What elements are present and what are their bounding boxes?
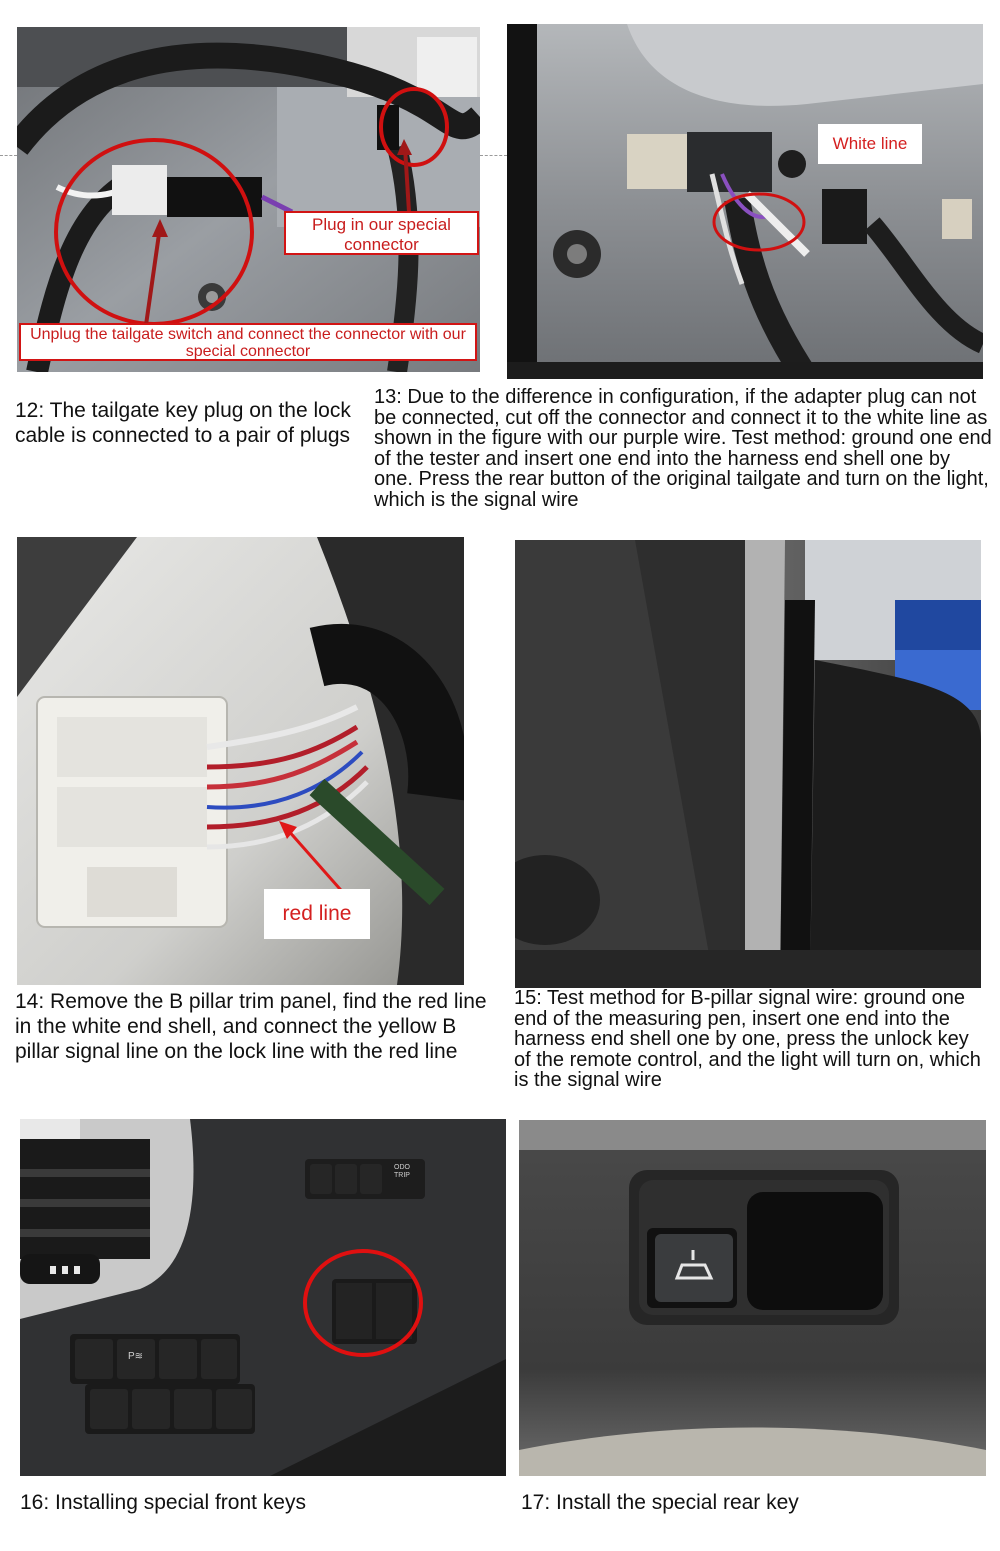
caption-step-13: 13: Due to the difference in configuration, if the adapter plug can not be connected, cut off the connector and connect it to the white line as shown in the figure with our purple wire. Test method: ground one end of the tester and insert one end into the harness end shell one by one. Press the rear button of the original tailgate and turn on the light, which is the signal wire xyxy=(374,386,992,511)
callout-unplug-tailgate-switch: Unplug the tailgate switch and connect the connector with our special connector xyxy=(19,323,477,361)
b-pillar-connector-photo xyxy=(17,537,464,985)
label-white-line: White line xyxy=(818,124,922,164)
tailgate-harness-photo xyxy=(17,27,480,372)
parking-button-label: P≋ xyxy=(128,1351,144,1362)
b-pillar-interior-photo xyxy=(515,540,981,988)
photo-step-12 xyxy=(17,27,480,372)
odo-trip-button-label: ODO TRIP xyxy=(394,1164,410,1179)
caption-step-12: 12: The tailgate key plug on the lock cable is connected to a pair of plugs xyxy=(15,399,351,447)
caption-step-17: 17: Install the special rear key xyxy=(521,1491,799,1514)
photo-step-13 xyxy=(507,24,983,379)
white-line-connector-photo xyxy=(507,24,983,379)
rear-key-tailgate-photo xyxy=(519,1120,986,1476)
photo-step-14 xyxy=(17,537,464,985)
callout-plug-in-connector: Plug in our special connector xyxy=(284,211,479,255)
photo-step-17 xyxy=(519,1120,986,1476)
photo-step-15 xyxy=(515,540,981,988)
guide-line-middle xyxy=(480,155,507,156)
caption-step-15: 15: Test method for B-pillar signal wire: ground one end of the measuring pen, insert one end into the harness end shell one by one, press the unlock key of the remote control, and the light will turn on, which is the signal wire xyxy=(514,987,981,1091)
label-red-line: red line xyxy=(264,889,370,939)
caption-step-16: 16: Installing special front keys xyxy=(20,1491,306,1514)
caption-step-14: 14: Remove the B pillar trim panel, find the red line in the white end shell, and connect the yellow B pillar signal line on the lock line with the red line xyxy=(15,990,487,1063)
front-key-dashboard-photo xyxy=(20,1119,506,1476)
photo-step-16 xyxy=(20,1119,506,1476)
guide-line-left xyxy=(0,155,17,156)
